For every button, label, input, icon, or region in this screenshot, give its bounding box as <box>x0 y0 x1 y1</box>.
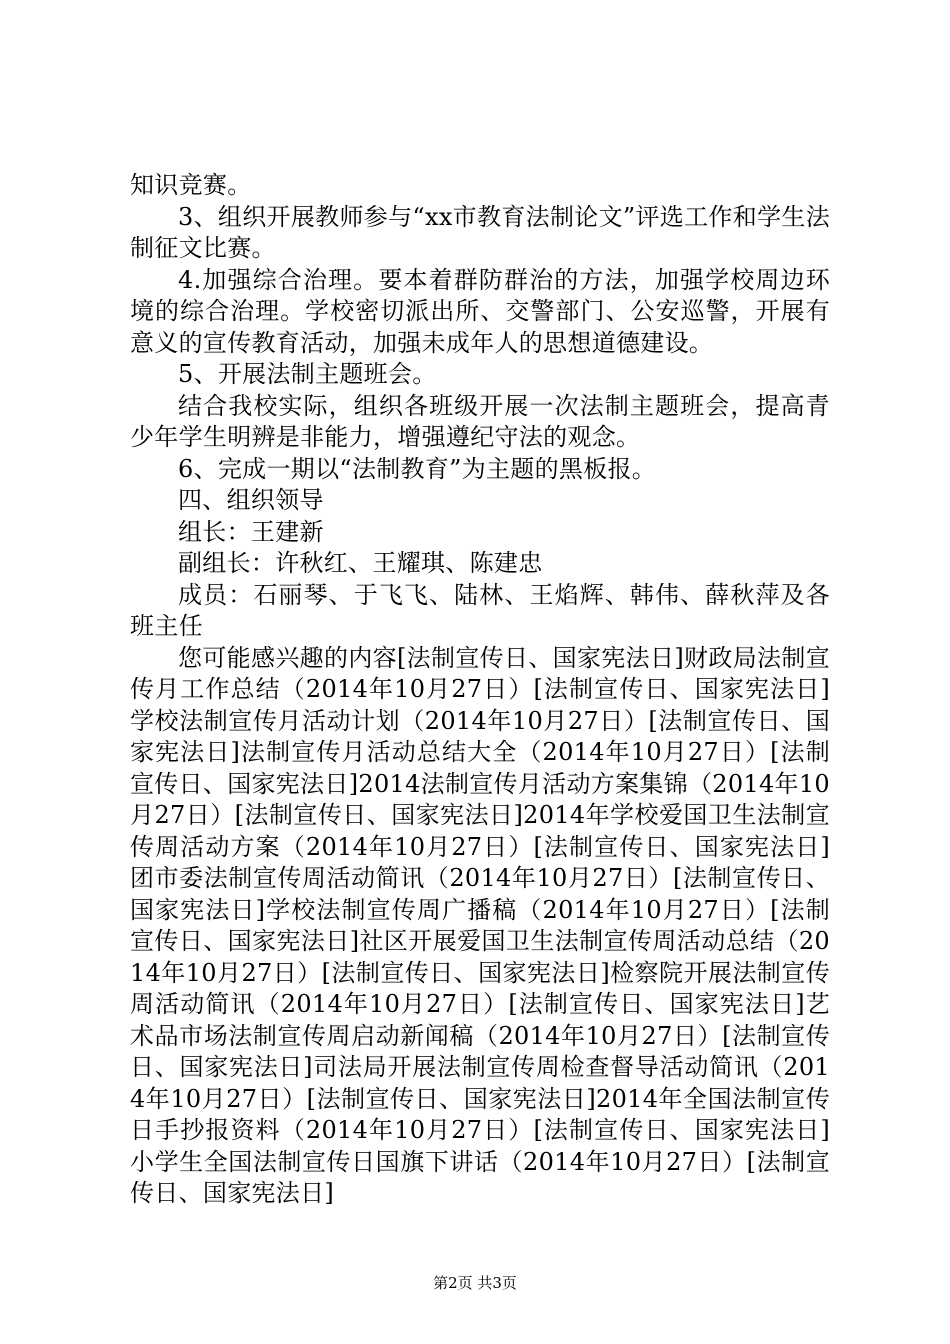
paragraph-class-meeting: 结合我校实际，组织各班级开展一次法制主题班会，提高青少年学生明辨是非能力，增强遵纪守法的观念。 <box>130 391 830 451</box>
paragraph-related-content: 您可能感兴趣的内容[法制宣传日、国家宪法日]财政局法制宣传月工作总结（2014年10月27日）[法制宣传日、国家宪法日]学校法制宣传月活动计划（2014年10月27日）[法制宣传日、国家宪法日]法制宣传月活动总结大全（2014年10月27日）[法制宣传日、国家宪法日]2014法制宣传月活动方案集锦（2014年10月27日）[法制宣传日、国家宪法日]2014年学校爱国卫生法制宣传周活动方案（2014年10月27日）[法制宣传日、国家宪法日]团市委法制宣传周活动简讯（2014年10月27日）[法制宣传日、国家宪法日]学校法制宣传周广播稿（2014年10月27日）[法制宣传日、国家宪法日]社区开展爱国卫生法制宣传周活动总结（2014年10月27日）[法制宣传日、国家宪法日]检察院开展法制宣传周活动简讯（2014年10月27日）[法制宣传日、国家宪法日]艺术品市场法制宣传周启动新闻稿（2014年10月27日）[法制宣传日、国家宪法日]司法局开展法制宣传周检查督导活动简讯（2014年10月27日）[法制宣传日、国家宪法日]2014年全国法制宣传日手抄报资料（2014年10月27日）[法制宣传日、国家宪法日]小学生全国法制宣传日国旗下讲话（2014年10月27日）[法制宣传日、国家宪法日] <box>130 643 830 1207</box>
paragraph-deputy-leaders: 副组长：许秋红、王耀琪、陈建忠 <box>178 549 543 577</box>
section-heading-leadership: 四、组织领导 <box>178 486 324 514</box>
paragraph-item-5: 5、开展法制主题班会。 <box>178 360 437 388</box>
paragraph-knowledge-contest: 知识竞赛。 <box>130 171 252 199</box>
paragraph-group-leader: 组长：王建新 <box>178 517 324 546</box>
paragraph-item-3: 3、组织开展教师参与“xx市教育法制论文”评选工作和学生法制征文比赛。 <box>130 202 830 262</box>
page-footer: 第2页 共3页 <box>433 1274 517 1292</box>
document-body <box>130 170 830 1210</box>
paragraph-members: 成员：石丽琴、于飞飞、陆林、王焰辉、韩伟、薛秋萍及各班主任 <box>130 580 830 640</box>
paragraph-item-4: 4.加强综合治理。要本着群防群治的方法，加强学校周边环境的综合治理。学校密切派出所、交警部门、公安巡警，开展有意义的宣传教育活动，加强未成年人的思想道德建设。 <box>130 265 830 357</box>
paragraph-item-6: 6、完成一期以“法制教育”为主题的黑板报。 <box>178 454 657 483</box>
